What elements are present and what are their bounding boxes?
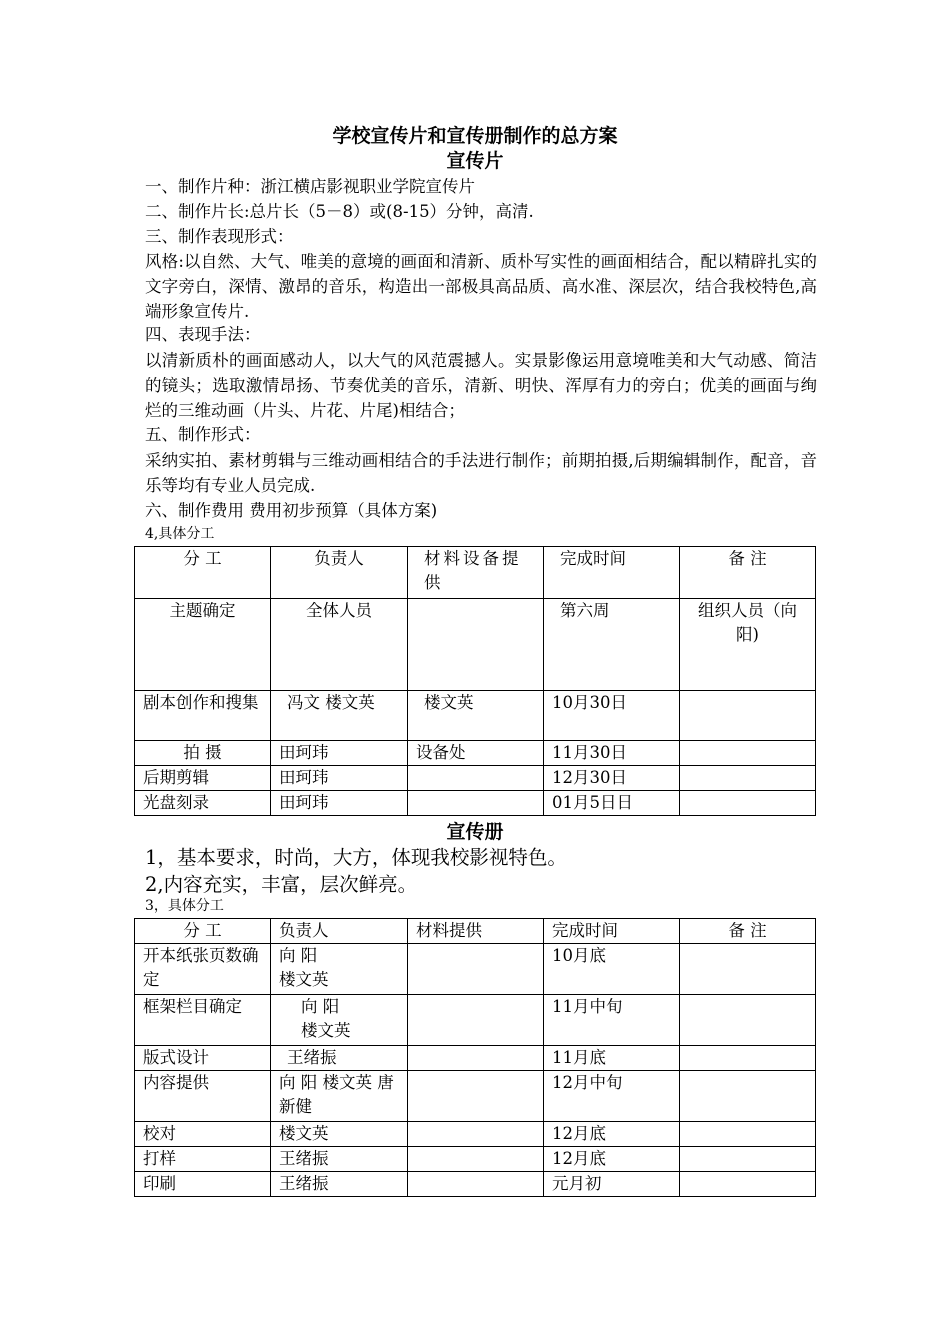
brochure-requirement: 2,内容充实，丰富，层次鲜亮。	[145, 873, 418, 896]
document-title: 学校宣传片和宣传册制作的总方案	[332, 125, 618, 147]
table-cell: 第六周	[544, 599, 680, 691]
table-header-row	[135, 919, 816, 944]
table-cell: 12月中旬	[544, 1071, 680, 1122]
table-row	[135, 741, 816, 766]
video-task-table	[134, 546, 816, 816]
table-header-cell: 材料提供	[408, 919, 544, 944]
table-cell	[680, 1071, 816, 1122]
table-cell: 设备处	[408, 741, 544, 766]
form-paragraph: 采纳实拍、素材剪辑与三维动画相结合的手法进行制作；前期拍摄,后期编辑制作，配音，音乐等均有专业人员完成.	[145, 451, 817, 495]
table-row	[135, 995, 816, 1046]
table-cell: 王绪振	[271, 1046, 408, 1071]
table-cell: 王绪振	[271, 1172, 408, 1197]
table-row	[135, 1147, 816, 1172]
brochure-requirement: 1，基本要求，时尚，大方，体现我校影视特色。	[145, 846, 567, 869]
table-cell	[680, 944, 816, 995]
table-row	[135, 1172, 816, 1197]
style-paragraph: 风格:以自然、大气、唯美的意境的画面和清新、质朴写实性的画面相结合，配以精辟扎实的文字旁白，深情、激昂的音乐，构造出一部极具高品质、高水准、深层次，结合我校特色,高端形象宣传片.	[145, 252, 817, 321]
table-cell: 冯文 楼文英	[271, 691, 408, 741]
table-header-cell: 备 注	[680, 547, 816, 599]
table-cell: 框架栏目确定	[135, 995, 271, 1046]
table-header-cell: 材料设备提供	[408, 547, 544, 599]
table-cell	[408, 766, 544, 791]
table-cell	[408, 944, 544, 995]
table-cell	[680, 741, 816, 766]
table-cell: 12月底	[544, 1122, 680, 1147]
table-cell: 向 阳 楼文英	[271, 944, 408, 995]
table-cell	[680, 1046, 816, 1071]
text-line: 一、制作片种：浙江横店影视职业学院宣传片	[145, 177, 475, 196]
table-cell: 后期剪辑	[135, 766, 271, 791]
method-heading: 四、表现手法：	[145, 325, 261, 344]
table-cell	[408, 1147, 544, 1172]
table-cell: 10月底	[544, 944, 680, 995]
table-cell	[680, 691, 816, 741]
table-header-cell: 完成时间	[544, 919, 680, 944]
table-header-cell: 完成时间	[544, 547, 680, 599]
table-cell: 12月30日	[544, 766, 680, 791]
text-line: 二、制作片长:总片长（5－8）或(8-15）分钟，高清.	[145, 202, 534, 221]
table-cell: 内容提供	[135, 1071, 271, 1122]
table-cell: 印刷	[135, 1172, 271, 1197]
table-cell: 11月中旬	[544, 995, 680, 1046]
cost-line: 六、制作费用 费用初步预算（具体方案)	[145, 501, 438, 520]
table-cell: 田珂玮	[271, 766, 408, 791]
table-header-cell: 分 工	[135, 547, 271, 599]
table-cell: 10月30日	[544, 691, 680, 741]
table-cell: 田珂玮	[271, 741, 408, 766]
table-cell	[408, 995, 544, 1046]
table-cell: 光盘刻录	[135, 791, 271, 816]
table-cell: 开本纸张页数确定	[135, 944, 271, 995]
table-header-cell: 备 注	[680, 919, 816, 944]
table-cell: 向 阳 楼文英	[271, 995, 408, 1046]
table-row	[135, 1122, 816, 1147]
table-cell	[680, 1172, 816, 1197]
form-heading: 五、制作形式：	[145, 425, 261, 444]
table-cell	[680, 766, 816, 791]
text-line: 三、制作表现形式：	[145, 227, 294, 246]
table-cell: 田珂玮	[271, 791, 408, 816]
table-cell: 版式设计	[135, 1046, 271, 1071]
table-cell: 全体人员	[271, 599, 408, 691]
table-header-cell: 负责人	[271, 919, 408, 944]
table-cell: 楼文英	[271, 1122, 408, 1147]
table-row	[135, 691, 816, 741]
table-cell: 组织人员（向阳)	[680, 599, 816, 691]
table-cell: 打样	[135, 1147, 271, 1172]
table-row	[135, 944, 816, 995]
table-header-row	[135, 547, 816, 599]
table-cell: 主题确定	[135, 599, 271, 691]
table-cell: 11月30日	[544, 741, 680, 766]
table-cell: 剧本创作和搜集	[135, 691, 271, 741]
table-cell	[408, 1071, 544, 1122]
table-header-cell: 负责人	[271, 547, 408, 599]
table-cell: 向 阳 楼文英 唐新健	[271, 1071, 408, 1122]
table2-caption: 3，具体分工	[145, 898, 224, 914]
table1-caption: 4,具体分工	[145, 526, 215, 542]
table-row	[135, 1071, 816, 1122]
table-cell	[408, 1046, 544, 1071]
table-cell	[680, 791, 816, 816]
video-section-heading: 宣传片	[446, 150, 504, 172]
brochure-section-heading: 宣传册	[446, 821, 504, 843]
table-cell: 12月底	[544, 1147, 680, 1172]
table-cell: 11月底	[544, 1046, 680, 1071]
table-cell: 校对	[135, 1122, 271, 1147]
table-cell	[408, 1172, 544, 1197]
table-cell	[680, 1122, 816, 1147]
table-cell: 元月初	[544, 1172, 680, 1197]
table-cell	[408, 791, 544, 816]
table-row	[135, 1046, 816, 1071]
table-cell	[680, 1147, 816, 1172]
table-cell	[408, 1122, 544, 1147]
table-cell	[408, 599, 544, 691]
table-row	[135, 599, 816, 691]
table-row	[135, 791, 816, 816]
table-cell: 王绪振	[271, 1147, 408, 1172]
table-cell	[680, 995, 816, 1046]
table-header-cell: 分 工	[135, 919, 271, 944]
table-row	[135, 766, 816, 791]
brochure-task-table	[134, 918, 816, 1197]
table-cell: 楼文英	[408, 691, 544, 741]
table-cell: 拍 摄	[135, 741, 271, 766]
table-cell: 01月5日日	[544, 791, 680, 816]
method-paragraph: 以清新质朴的画面感动人，以大气的风范震撼人。实景影像运用意境唯美和大气动感、简洁的镜头；选取激情昂扬、节奏优美的音乐，清新、明快、浑厚有力的旁白；优美的画面与绚烂的三维动画（片头、片花、片尾)相结合；	[145, 351, 817, 420]
